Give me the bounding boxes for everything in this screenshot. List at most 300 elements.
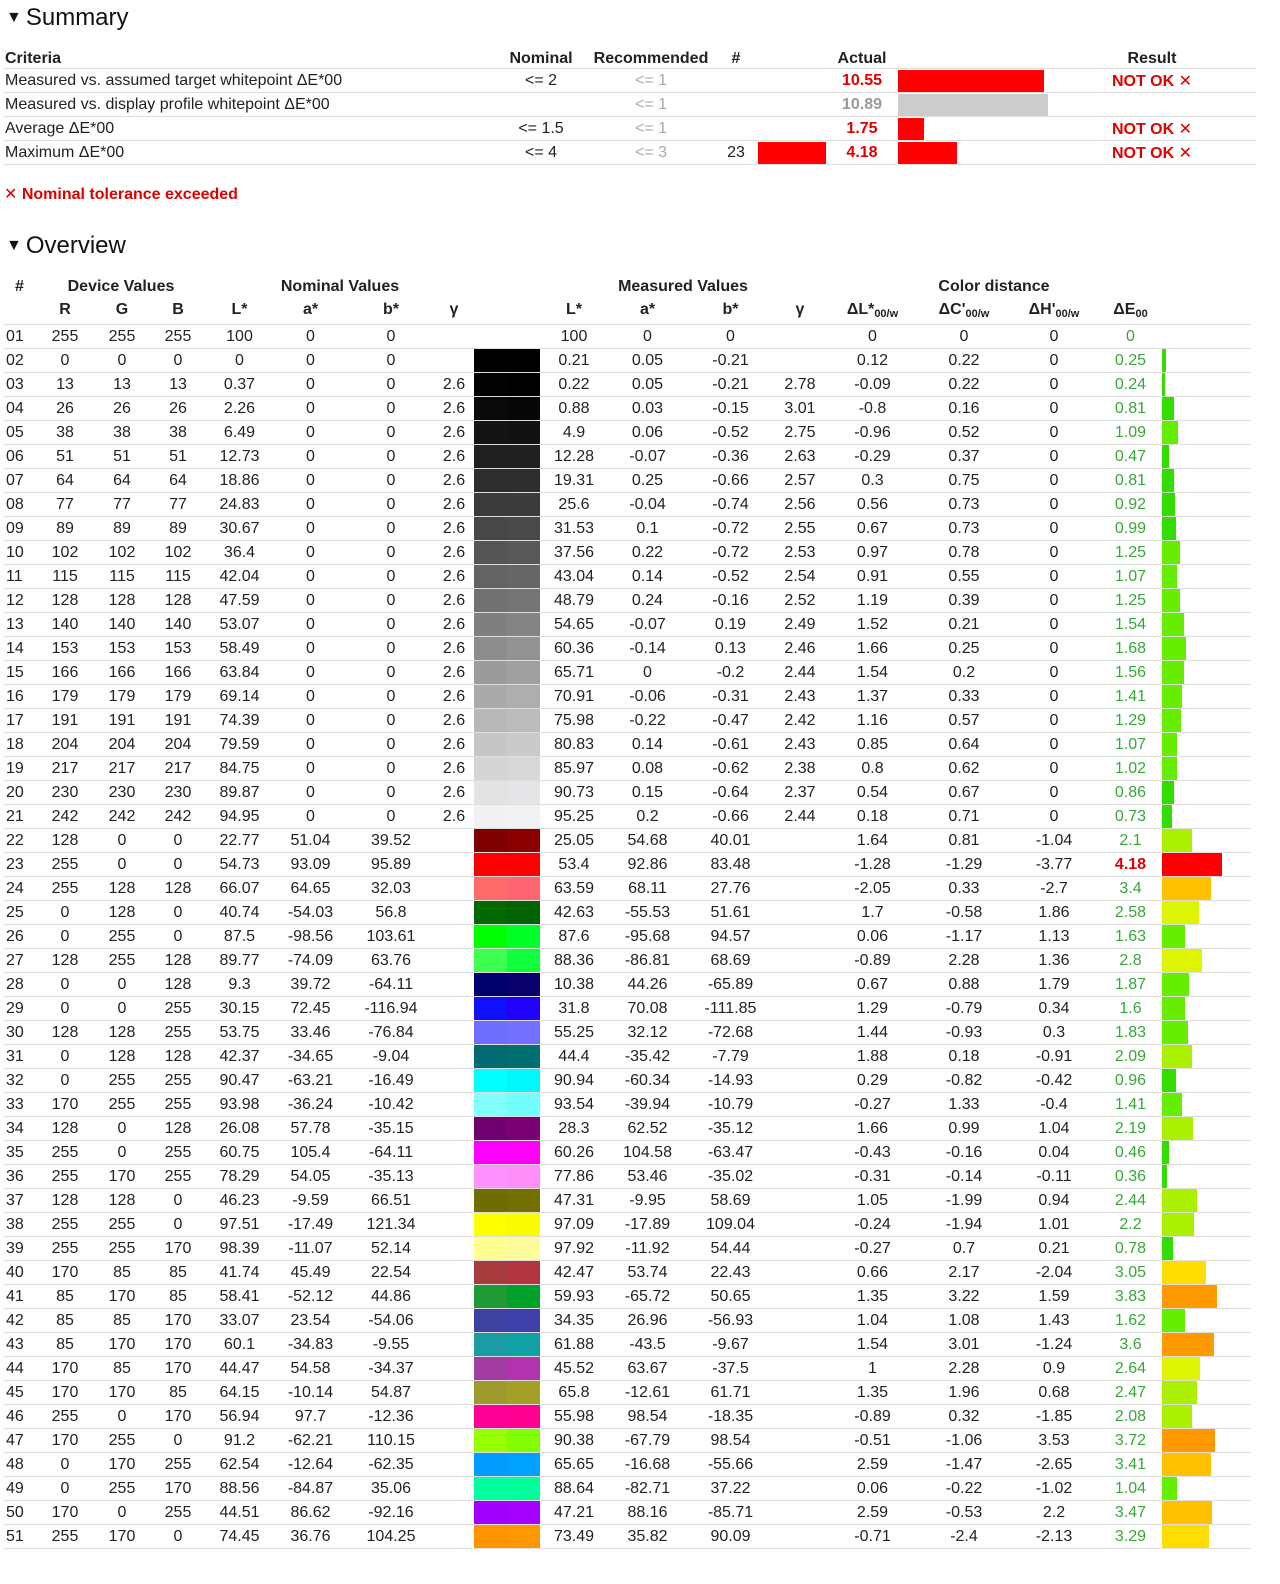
- nominal-gamma-cell: [434, 1093, 474, 1117]
- measured-swatch: [507, 949, 540, 972]
- measured-L-cell: 88.36: [540, 949, 608, 973]
- nominal-gamma-cell: 2.6: [434, 445, 474, 469]
- color-swatch-cell: [474, 709, 540, 733]
- delta-H-cell: -0.42: [1009, 1069, 1099, 1093]
- delta-E-bar: [1162, 949, 1202, 972]
- nominal-b-cell: -9.04: [348, 1045, 434, 1069]
- measured-swatch: [507, 1117, 540, 1140]
- measured-a-cell: 104.58: [608, 1141, 687, 1165]
- measured-swatch: [507, 1525, 540, 1548]
- device-b-cell: 128: [150, 1117, 206, 1141]
- delta-E-cell: 3.41: [1099, 1453, 1162, 1477]
- color-swatch-cell: [474, 1309, 540, 1333]
- delta-E-bar-cell: [1162, 1141, 1251, 1165]
- device-g-cell: 242: [94, 805, 150, 829]
- device-g-cell: 170: [94, 1285, 150, 1309]
- device-r-cell: 255: [36, 1165, 94, 1189]
- color-swatch-cell: [474, 853, 540, 877]
- measured-gamma-cell: 2.56: [774, 493, 826, 517]
- nominal-swatch: [474, 685, 507, 708]
- device-g-cell: 26: [94, 397, 150, 421]
- color-swatch-cell: [474, 757, 540, 781]
- nominal-gamma-cell: [434, 973, 474, 997]
- row-number-cell: 42: [3, 1309, 36, 1333]
- measured-a-cell: -0.04: [608, 493, 687, 517]
- delta-E-cell: 1.87: [1099, 973, 1162, 997]
- nominal-L-cell: 90.47: [206, 1069, 273, 1093]
- actual-bar: [898, 142, 957, 164]
- delta-L-cell: 0.97: [826, 541, 919, 565]
- nominal-swatch: [474, 1357, 507, 1380]
- delta-E-bar: [1162, 1477, 1177, 1500]
- device-b-cell: 0: [150, 1213, 206, 1237]
- delta-H-cell: -0.11: [1009, 1165, 1099, 1189]
- delta-E-cell: 0.78: [1099, 1237, 1162, 1261]
- measured-gamma-cell: 2.43: [774, 733, 826, 757]
- delta-L-cell: -0.71: [826, 1525, 919, 1549]
- nominal-b-cell: -35.13: [348, 1165, 434, 1189]
- device-b-cell: 0: [150, 901, 206, 925]
- delta-H-cell: 0: [1009, 445, 1099, 469]
- measured-b-cell: 0.13: [687, 637, 774, 661]
- delta-C-cell: 0: [919, 325, 1009, 349]
- measured-b-cell: -35.12: [687, 1117, 774, 1141]
- overview-section-toggle[interactable]: [6, 232, 126, 260]
- measured-gamma-cell: 2.57: [774, 469, 826, 493]
- measured-b-cell: -0.64: [687, 781, 774, 805]
- delta-H-cell: 0: [1009, 661, 1099, 685]
- delta-H-cell: 0: [1009, 709, 1099, 733]
- device-g-cell: 0: [94, 1405, 150, 1429]
- nominal-gamma-cell: 2.6: [434, 805, 474, 829]
- header-recommended: Recommended: [588, 44, 714, 69]
- color-swatch-cell: [474, 637, 540, 661]
- device-g-cell: 0: [94, 853, 150, 877]
- measured-a-cell: 54.68: [608, 829, 687, 853]
- header-nominal-L: L*: [206, 296, 273, 325]
- header-measured-L: L*: [540, 296, 608, 325]
- nominal-a-cell: 0: [273, 613, 348, 637]
- device-r-cell: 0: [36, 1453, 94, 1477]
- color-swatch-cell: [474, 1213, 540, 1237]
- nominal-b-cell: -62.35: [348, 1453, 434, 1477]
- delta-E-cell: 3.72: [1099, 1429, 1162, 1453]
- delta-E-bar: [1162, 589, 1180, 612]
- device-r-cell: 255: [36, 1405, 94, 1429]
- measured-a-cell: 0.2: [608, 805, 687, 829]
- device-b-cell: 204: [150, 733, 206, 757]
- measured-b-cell: 37.22: [687, 1477, 774, 1501]
- table-row: [3, 1021, 1251, 1045]
- nominal-a-cell: 0: [273, 325, 348, 349]
- measured-L-cell: 60.36: [540, 637, 608, 661]
- color-swatch-cell: [474, 469, 540, 493]
- nominal-b-cell: 54.87: [348, 1381, 434, 1405]
- measured-L-cell: 31.53: [540, 517, 608, 541]
- nominal-gamma-cell: [434, 877, 474, 901]
- delta-C-cell: 0.88: [919, 973, 1009, 997]
- row-number-cell: 01: [3, 325, 36, 349]
- measured-L-cell: 54.65: [540, 613, 608, 637]
- delta-L-cell: 1.88: [826, 1045, 919, 1069]
- device-g-cell: 128: [94, 1045, 150, 1069]
- delta-C-cell: -0.93: [919, 1021, 1009, 1045]
- delta-C-cell: -0.82: [919, 1069, 1009, 1093]
- color-swatch: [474, 517, 540, 540]
- device-r-cell: 255: [36, 853, 94, 877]
- delta-H-cell: 0: [1009, 757, 1099, 781]
- delta-L-cell: 2.59: [826, 1501, 919, 1525]
- delta-H-cell: -3.77: [1009, 853, 1099, 877]
- measured-L-cell: 42.63: [540, 901, 608, 925]
- nominal-a-cell: 0: [273, 397, 348, 421]
- count-cell: [714, 69, 758, 93]
- measured-L-cell: 95.25: [540, 805, 608, 829]
- delta-C-cell: 2.28: [919, 1357, 1009, 1381]
- delta-L-cell: 1.29: [826, 997, 919, 1021]
- delta-L-cell: 2.59: [826, 1453, 919, 1477]
- group-header-measured: Measured Values: [618, 278, 748, 295]
- group-header-distance: Color distance: [938, 278, 1050, 295]
- nominal-L-cell: 63.84: [206, 661, 273, 685]
- table-row: [3, 997, 1251, 1021]
- color-swatch-cell: [474, 493, 540, 517]
- delta-L-cell: 1: [826, 1357, 919, 1381]
- measured-a-cell: 26.96: [608, 1309, 687, 1333]
- color-swatch: [474, 589, 540, 612]
- row-number-cell: 47: [3, 1429, 36, 1453]
- measured-swatch: [507, 613, 540, 636]
- nominal-swatch: [474, 1165, 507, 1188]
- device-b-cell: 179: [150, 685, 206, 709]
- color-swatch: [474, 1093, 540, 1116]
- delta-C-cell: 0.2: [919, 661, 1009, 685]
- nominal-gamma-cell: [434, 1261, 474, 1285]
- measured-swatch: [507, 1501, 540, 1524]
- header-spacer: [3, 296, 36, 325]
- delta-L-cell: -2.05: [826, 877, 919, 901]
- delta-E-bar-cell: [1162, 1357, 1251, 1381]
- nominal-L-cell: 41.74: [206, 1261, 273, 1285]
- count-cell: 23: [714, 141, 758, 165]
- nominal-swatch: [474, 565, 507, 588]
- nominal-L-cell: 89.87: [206, 781, 273, 805]
- group-header-device: Device Values: [67, 278, 175, 295]
- actual-cell: 1.75: [826, 117, 898, 141]
- measured-swatch: [507, 829, 540, 852]
- device-g-cell: 191: [94, 709, 150, 733]
- row-number-cell: 35: [3, 1141, 36, 1165]
- measured-gamma-cell: [774, 949, 826, 973]
- nominal-swatch: [474, 349, 507, 372]
- delta-H-cell: 3.53: [1009, 1429, 1099, 1453]
- color-swatch-cell: [474, 565, 540, 589]
- delta-E-bar-cell: [1162, 445, 1251, 469]
- device-b-cell: 26: [150, 397, 206, 421]
- nominal-gamma-cell: [434, 1045, 474, 1069]
- delta-E-bar: [1162, 1333, 1214, 1356]
- nominal-gamma-cell: [434, 1213, 474, 1237]
- device-b-cell: 128: [150, 949, 206, 973]
- delta-C-cell: 2.17: [919, 1261, 1009, 1285]
- table-row: [3, 589, 1251, 613]
- delta-E-bar: [1162, 1117, 1193, 1140]
- table-row: [3, 925, 1251, 949]
- delta-C-cell: 0.22: [919, 373, 1009, 397]
- nominal-b-cell: 0: [348, 373, 434, 397]
- nominal-gamma-cell: [434, 1405, 474, 1429]
- group-header-swatch-spacer: [474, 276, 540, 296]
- table-row: [3, 709, 1251, 733]
- nominal-b-cell: 110.15: [348, 1429, 434, 1453]
- measured-swatch: [507, 757, 540, 780]
- collapse-triangle-icon: ▼: [6, 237, 22, 254]
- table-row: [3, 661, 1251, 685]
- device-g-cell: 0: [94, 1141, 150, 1165]
- delta-C-cell: 0.57: [919, 709, 1009, 733]
- measured-b-cell: 0.19: [687, 613, 774, 637]
- measured-gamma-cell: [774, 1477, 826, 1501]
- table-row: [3, 493, 1251, 517]
- nominal-a-cell: 0: [273, 541, 348, 565]
- measured-a-cell: -16.68: [608, 1453, 687, 1477]
- measured-L-cell: 0.22: [540, 373, 608, 397]
- nominal-gamma-cell: [434, 1285, 474, 1309]
- measured-gamma-cell: [774, 1357, 826, 1381]
- delta-E-cell: 3.6: [1099, 1333, 1162, 1357]
- delta-E-cell: 1.63: [1099, 925, 1162, 949]
- actual-bar: [898, 118, 924, 140]
- delta-E-bar-cell: [1162, 325, 1251, 349]
- nominal-cell: <= 1.5: [494, 117, 588, 141]
- device-r-cell: 128: [36, 829, 94, 853]
- delta-E-cell: 3.47: [1099, 1501, 1162, 1525]
- measured-b-cell: -18.35: [687, 1405, 774, 1429]
- nominal-swatch: [474, 1285, 507, 1308]
- device-r-cell: 153: [36, 637, 94, 661]
- row-number-cell: 40: [3, 1261, 36, 1285]
- row-number-cell: 02: [3, 349, 36, 373]
- table-row: [3, 1309, 1251, 1333]
- nominal-swatch: [474, 325, 507, 348]
- delta-L-cell: 0.3: [826, 469, 919, 493]
- device-g-cell: 0: [94, 1117, 150, 1141]
- nominal-swatch: [474, 469, 507, 492]
- nominal-L-cell: 98.39: [206, 1237, 273, 1261]
- color-swatch: [474, 445, 540, 468]
- measured-a-cell: -9.95: [608, 1189, 687, 1213]
- table-row: [3, 1261, 1251, 1285]
- nominal-a-cell: 0: [273, 685, 348, 709]
- delta-H-cell: 0.9: [1009, 1357, 1099, 1381]
- nominal-a-cell: 93.09: [273, 853, 348, 877]
- delta-E-bar-cell: [1162, 589, 1251, 613]
- delta-L-cell: 0.29: [826, 1069, 919, 1093]
- measured-a-cell: 0: [608, 325, 687, 349]
- row-number-cell: 25: [3, 901, 36, 925]
- measured-b-cell: -10.79: [687, 1093, 774, 1117]
- row-number-cell: 36: [3, 1165, 36, 1189]
- table-row: [3, 1213, 1251, 1237]
- device-r-cell: 128: [36, 1021, 94, 1045]
- measured-L-cell: 0.21: [540, 349, 608, 373]
- measured-gamma-cell: [774, 325, 826, 349]
- nominal-swatch: [474, 1309, 507, 1332]
- delta-E-cell: 1.25: [1099, 589, 1162, 613]
- delta-E-bar-cell: [1162, 1189, 1251, 1213]
- delta-E-bar-cell: [1162, 517, 1251, 541]
- nominal-swatch: [474, 1237, 507, 1260]
- device-r-cell: 51: [36, 445, 94, 469]
- device-g-cell: 255: [94, 1237, 150, 1261]
- recommended-cell: <= 1: [588, 93, 714, 117]
- nominal-b-cell: -54.06: [348, 1309, 434, 1333]
- measured-a-cell: 0.24: [608, 589, 687, 613]
- device-r-cell: 230: [36, 781, 94, 805]
- color-swatch-cell: [474, 1165, 540, 1189]
- table-row: [3, 685, 1251, 709]
- nominal-swatch: [474, 541, 507, 564]
- delta-H-cell: 0: [1009, 349, 1099, 373]
- measured-gamma-cell: 2.78: [774, 373, 826, 397]
- table-row: [3, 1333, 1251, 1357]
- delta-C-cell: 1.96: [919, 1381, 1009, 1405]
- nominal-L-cell: 40.74: [206, 901, 273, 925]
- delta-E-cell: 1.54: [1099, 613, 1162, 637]
- delta-C-cell: 2.28: [919, 949, 1009, 973]
- delta-E-bar: [1162, 1285, 1217, 1308]
- color-swatch-cell: [474, 1501, 540, 1525]
- device-r-cell: 85: [36, 1333, 94, 1357]
- delta-E-bar-cell: [1162, 685, 1251, 709]
- nominal-swatch: [474, 373, 507, 396]
- nominal-gamma-cell: 2.6: [434, 373, 474, 397]
- nominal-a-cell: 0: [273, 493, 348, 517]
- nominal-L-cell: 9.3: [206, 973, 273, 997]
- device-b-cell: 242: [150, 805, 206, 829]
- color-swatch: [474, 1141, 540, 1164]
- row-number-cell: 12: [3, 589, 36, 613]
- color-swatch: [474, 541, 540, 564]
- nominal-L-cell: 6.49: [206, 421, 273, 445]
- color-swatch: [474, 925, 540, 948]
- delta-H-cell: 0: [1009, 373, 1099, 397]
- nominal-swatch: [474, 397, 507, 420]
- delta-L-cell: 1.52: [826, 613, 919, 637]
- measured-b-cell: -7.79: [687, 1045, 774, 1069]
- delta-E-cell: 3.29: [1099, 1525, 1162, 1549]
- delta-L-cell: 0.18: [826, 805, 919, 829]
- delta-E-bar: [1162, 1141, 1169, 1164]
- delta-C-cell: 3.22: [919, 1285, 1009, 1309]
- nominal-L-cell: 74.39: [206, 709, 273, 733]
- nominal-gamma-cell: 2.6: [434, 565, 474, 589]
- nominal-b-cell: 22.54: [348, 1261, 434, 1285]
- table-row: [3, 1189, 1251, 1213]
- color-swatch-cell: [474, 877, 540, 901]
- measured-swatch: [507, 1045, 540, 1068]
- count-bar-cell: [758, 93, 826, 117]
- table-row: [3, 949, 1251, 973]
- delta-L-cell: 0.85: [826, 733, 919, 757]
- delta-L-cell: 0.91: [826, 565, 919, 589]
- delta-E-bar-cell: [1162, 1021, 1251, 1045]
- color-swatch: [474, 1405, 540, 1428]
- device-r-cell: 170: [36, 1501, 94, 1525]
- table-row: [3, 445, 1251, 469]
- nominal-L-cell: 33.07: [206, 1309, 273, 1333]
- nominal-b-cell: -34.37: [348, 1357, 434, 1381]
- device-g-cell: 64: [94, 469, 150, 493]
- measured-L-cell: 55.98: [540, 1405, 608, 1429]
- delta-E-cell: 2.47: [1099, 1381, 1162, 1405]
- color-swatch-cell: [474, 1069, 540, 1093]
- measured-b-cell: -55.66: [687, 1453, 774, 1477]
- color-swatch-cell: [474, 349, 540, 373]
- device-g-cell: 217: [94, 757, 150, 781]
- measured-L-cell: 4.9: [540, 421, 608, 445]
- measured-gamma-cell: [774, 1093, 826, 1117]
- delta-E-bar-cell: [1162, 733, 1251, 757]
- measured-a-cell: -67.79: [608, 1429, 687, 1453]
- nominal-b-cell: 0: [348, 469, 434, 493]
- color-swatch: [474, 829, 540, 852]
- measured-L-cell: 59.93: [540, 1285, 608, 1309]
- delta-H-cell: 0: [1009, 781, 1099, 805]
- measured-b-cell: -0.15: [687, 397, 774, 421]
- device-b-cell: 255: [150, 325, 206, 349]
- nominal-swatch: [474, 757, 507, 780]
- color-swatch: [474, 1261, 540, 1284]
- nominal-L-cell: 56.94: [206, 1405, 273, 1429]
- delta-E-bar-cell: [1162, 1117, 1251, 1141]
- nominal-b-cell: -10.42: [348, 1093, 434, 1117]
- color-swatch-cell: [474, 1381, 540, 1405]
- measured-b-cell: 27.76: [687, 877, 774, 901]
- summary-section-toggle[interactable]: [6, 4, 129, 32]
- actual-cell: 10.89: [826, 93, 898, 117]
- nominal-b-cell: 0: [348, 445, 434, 469]
- nominal-L-cell: 69.14: [206, 685, 273, 709]
- nominal-gamma-cell: [434, 949, 474, 973]
- measured-L-cell: 47.21: [540, 1501, 608, 1525]
- nominal-a-cell: -36.24: [273, 1093, 348, 1117]
- delta-E-bar-cell: [1162, 1453, 1251, 1477]
- measured-a-cell: -43.5: [608, 1333, 687, 1357]
- delta-E-bar: [1162, 1453, 1211, 1476]
- device-r-cell: 38: [36, 421, 94, 445]
- measured-swatch: [507, 1069, 540, 1092]
- measured-gamma-cell: [774, 1501, 826, 1525]
- color-swatch: [474, 1429, 540, 1452]
- device-g-cell: 153: [94, 637, 150, 661]
- delta-E-cell: 1.83: [1099, 1021, 1162, 1045]
- nominal-a-cell: 72.45: [273, 997, 348, 1021]
- delta-C-cell: -1.17: [919, 925, 1009, 949]
- actual-bar: [898, 94, 1048, 116]
- nominal-a-cell: 86.62: [273, 1501, 348, 1525]
- nominal-L-cell: 26.08: [206, 1117, 273, 1141]
- measured-b-cell: 58.69: [687, 1189, 774, 1213]
- delta-E-cell: 2.8: [1099, 949, 1162, 973]
- row-number-cell: 15: [3, 661, 36, 685]
- device-g-cell: 255: [94, 1093, 150, 1117]
- header-g: G: [94, 296, 150, 325]
- device-r-cell: 255: [36, 1525, 94, 1549]
- measured-L-cell: 45.52: [540, 1357, 608, 1381]
- color-swatch-cell: [474, 973, 540, 997]
- delta-E-bar: [1162, 517, 1176, 540]
